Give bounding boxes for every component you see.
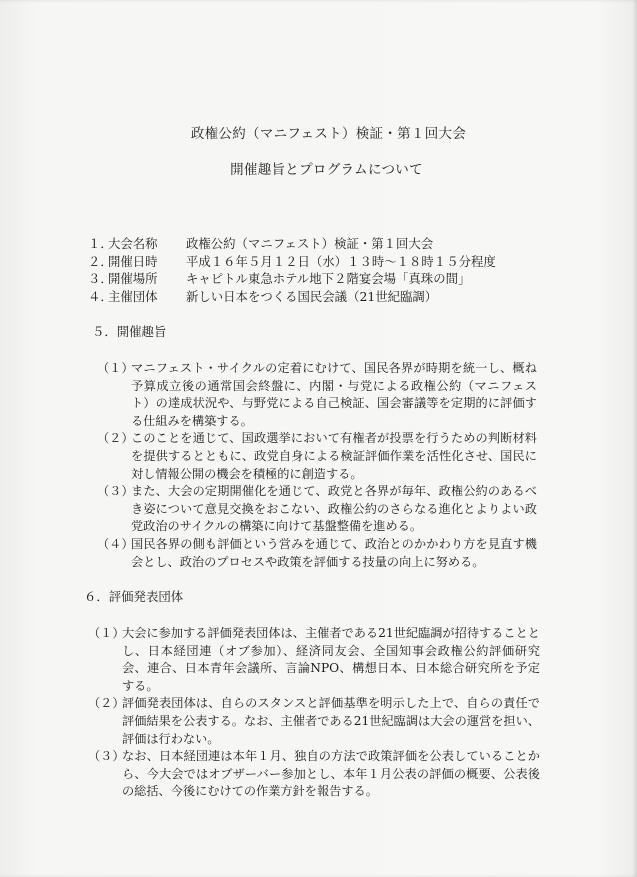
info-key: 主催団体 — [108, 288, 158, 304]
list-item — [88, 625, 540, 695]
section-heading-purpose: ５．開催趣旨 — [92, 324, 167, 339]
info-row-venue — [88, 270, 496, 288]
item-text: 大会に参加する評価発表団体は、主催者である21世紀臨調が招待することとし、日本経団連（オブ参加）、経済同友会、全国知事会政権公約評価研究会、連合、日本青年会議所、言論NPO、構想日本、日本総合研究所を予定する。 — [122, 626, 540, 693]
item-marker: （４） — [97, 536, 134, 551]
list-item — [88, 695, 540, 748]
info-number: ２． — [88, 253, 113, 269]
document-title: 政権公約（マニフェスト）検証・第１回大会 — [190, 126, 467, 142]
list-item — [97, 536, 537, 571]
item-marker: （３） — [88, 749, 125, 764]
item-text: このことを通じて、国政選挙において有権者が投票を行うための判断材料を提供するとともに、政党自身による検証評価作業を活性化させ、国民に対し情報公開の機会を積極的に創造する。 — [131, 431, 537, 481]
item-text: また、大会の定期開催化を通じて、政党と各界が毎年、政権公約のあるべき姿について意見交換をおこない、政権公約のさらなる進化とよりよい政党政治のサイクルの構築に向けて基盤整備を進める。 — [131, 484, 537, 534]
info-value: 新しい日本をつくる国民会議（21世紀臨調） — [186, 288, 438, 304]
info-row-name — [88, 235, 496, 253]
item-marker: （２） — [88, 696, 125, 711]
list-item — [97, 430, 537, 483]
item-text: 国民各界の側も評価という営みを通じて、政治とのかかわり方を見直す機会とし、政治のプロセスや政策を評価する技量の向上に努める。 — [131, 536, 537, 569]
info-row-organizer — [88, 288, 496, 306]
info-value: 平成１６年５月１２日（水）１３時～１８時１５分程度 — [186, 253, 496, 269]
info-row-datetime — [88, 253, 496, 271]
info-number: １． — [88, 236, 113, 251]
info-value: 政権公約（マニフェスト）検証・第１回大会 — [186, 236, 434, 251]
list-item — [97, 483, 537, 536]
item-marker: （２） — [97, 431, 134, 446]
item-marker: （１） — [97, 361, 134, 375]
list-item — [88, 748, 540, 801]
item-text: マニフェスト・サイクルの定着にむけて、国民各界が時期を統一し、概ね予算成立後の通常国会終盤に、内閣・与党による政権公約（マニフェスト）の達成状況や、与野党による自己検証、国会審議等を定期的に評価する仕組みを構築する。 — [131, 361, 537, 428]
section-heading-organizations: ６．評価発表団体 — [84, 589, 184, 604]
item-marker: （１） — [88, 626, 125, 640]
purpose-list — [97, 360, 537, 571]
info-key: 開催日時 — [108, 253, 158, 269]
info-key: 大会名称 — [108, 236, 158, 251]
item-text: なお、日本経団連は本年１月、独自の方法で政策評価を公表していることから、今大会ではオブザーバー参加とし、本年１月公表の評価の概要、公表後の総括、今後にむけての作業方針を報告する。 — [122, 749, 540, 799]
event-info-list — [88, 235, 496, 305]
info-key: 開催場所 — [108, 271, 158, 286]
info-value: キャピトル東急ホテル地下２階宴会場「真珠の間」 — [186, 271, 471, 286]
list-item — [97, 360, 537, 430]
document-subtitle: 開催趣旨とプログラムについて — [230, 162, 423, 178]
item-text: 評価発表団体は、自らのスタンスと評価基準を明示した上で、自らの責任で評価結果を公表する。なお、主催者である21世紀臨調は大会の運営を担い、評価は行わない。 — [122, 696, 540, 746]
organizations-list — [88, 625, 540, 801]
info-number: ４． — [88, 288, 113, 304]
item-marker: （３） — [97, 484, 134, 499]
info-number: ３． — [88, 271, 113, 286]
